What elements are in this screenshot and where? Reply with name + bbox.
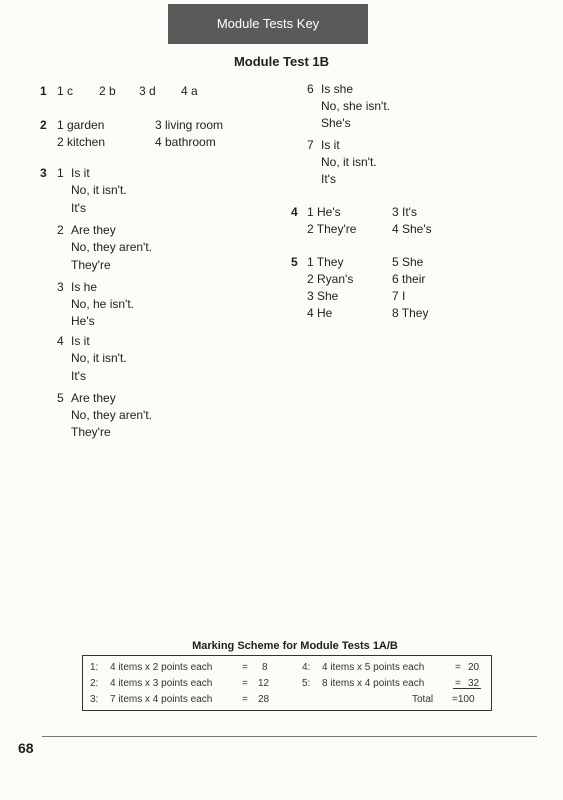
answer: 3 living room (155, 118, 224, 132)
scheme-row-number: 5: (302, 678, 311, 689)
scheme-row-desc: 4 items x 2 points each (110, 662, 213, 673)
answer: 3 It's (392, 205, 417, 219)
answer: 3 She (307, 289, 339, 303)
question-number: 2 (40, 118, 47, 132)
marking-scheme-title: Marking Scheme for Module Tests 1A/B (192, 640, 398, 652)
answer-line: He's (71, 314, 95, 328)
item-number: 7 (307, 138, 314, 152)
scheme-row-number: 1: (90, 662, 99, 673)
scheme-row-desc: 7 items x 4 points each (110, 694, 213, 705)
answer-line: No, she isn't. (321, 99, 390, 113)
answer: 6 their (392, 272, 426, 286)
answer: 4 She's (392, 222, 432, 236)
answer: 3 d (139, 84, 156, 98)
scheme-row-number: 2: (90, 678, 99, 689)
scheme-row-value: 28 (258, 694, 270, 705)
question-number: 3 (40, 166, 47, 180)
answer-line: No, they aren't. (71, 408, 152, 422)
answer: 7 I (392, 289, 406, 303)
answer-line: Is he (71, 280, 98, 294)
answer-line: No, it isn't. (71, 183, 127, 197)
answer: 8 They (392, 306, 429, 320)
scheme-row-number: 4: (302, 662, 311, 673)
answer-line: No, he isn't. (71, 297, 134, 311)
answer-line: It's (71, 369, 86, 383)
answer: 1 He's (307, 205, 341, 219)
item-number: 4 (57, 334, 64, 348)
answer: 1 garden (57, 118, 105, 132)
answer: 1 c (57, 84, 74, 98)
scheme-row-desc: 4 items x 5 points each (322, 662, 425, 673)
answer: 4 bathroom (155, 135, 216, 149)
answer: 4 He (307, 306, 333, 320)
total-value: =100 (452, 694, 475, 705)
scheme-row-eq: = (455, 662, 461, 673)
answer: 2 b (99, 84, 116, 98)
answer: 1 They (307, 255, 344, 269)
answer-line: They're (71, 425, 111, 439)
scheme-row-number: 3: (90, 694, 99, 705)
answer-line: It's (71, 201, 86, 215)
answer: 2 Ryan's (307, 272, 354, 286)
answer-line: It's (321, 172, 336, 186)
scheme-row-desc: 4 items x 3 points each (110, 678, 213, 689)
answer-line: Are they (71, 391, 116, 405)
item-number: 3 (57, 280, 64, 294)
scheme-row-eq: = (242, 662, 248, 673)
answer-line: Are they (71, 223, 116, 237)
item-number: 6 (307, 82, 314, 96)
answer: 2 kitchen (57, 135, 106, 149)
answer-line: She's (321, 116, 351, 130)
scheme-row-value: 12 (258, 678, 270, 689)
answer: 4 a (181, 84, 198, 98)
scheme-row-eq: = (242, 678, 248, 689)
page-title: Module Test 1B (233, 54, 330, 69)
page-number: 68 (18, 740, 34, 756)
scheme-row-eq: = (242, 694, 248, 705)
item-number: 5 (57, 391, 64, 405)
question-number: 1 (40, 84, 47, 98)
answer-line: Is it (71, 166, 90, 180)
section-header-band: Module Tests Key (168, 4, 368, 44)
scheme-row-value: 32 (468, 678, 480, 689)
item-number: 2 (57, 223, 64, 237)
footer-rule (42, 736, 537, 737)
answer-line: No, it isn't. (321, 155, 377, 169)
answer-line: Is it (321, 138, 340, 152)
item-number: 1 (57, 166, 64, 180)
question-number: 4 (291, 205, 298, 219)
scheme-row-value: 8 (262, 662, 268, 673)
scheme-row-eq: = (455, 678, 461, 689)
question-number: 5 (291, 255, 298, 269)
answer-line: They're (71, 258, 111, 272)
answer-line: Is she (321, 82, 354, 96)
answer: 5 She (392, 255, 424, 269)
answer-line: No, it isn't. (71, 351, 127, 365)
total-rule (453, 688, 481, 689)
total-label: Total (412, 694, 434, 705)
answer: 2 They're (307, 222, 357, 236)
scheme-row-desc: 8 items x 4 points each (322, 678, 425, 689)
answer-line: Is it (71, 334, 90, 348)
scheme-row-value: 20 (468, 662, 480, 673)
answer-line: No, they aren't. (71, 240, 152, 254)
